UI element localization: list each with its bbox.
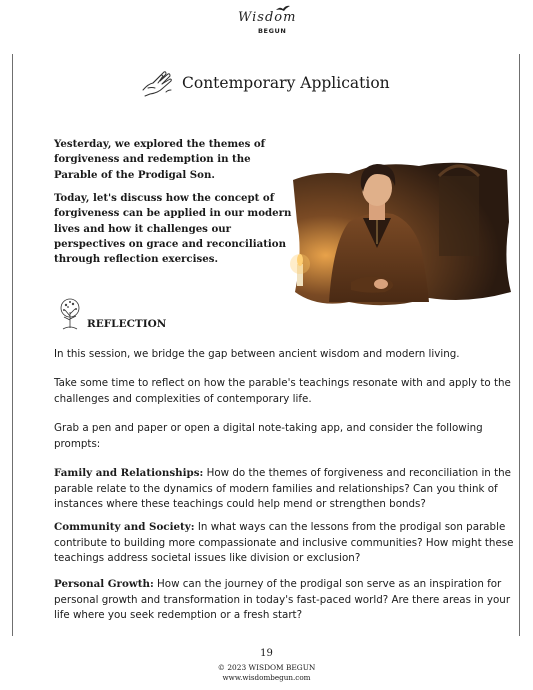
wisdom-begun-logo [235,6,299,40]
prompt-text: In what ways can the lessons from the prodigal son parable contribute to building more compassionate and inclusive communities? How might these teachings address societal issues like division or exclusion? [54,521,514,565]
praying-hands-icon [140,68,176,98]
logo-word: BEGUN [258,27,287,35]
section-title: Contemporary Application [182,74,390,92]
prodigal-son-illustration [289,152,513,312]
logo-script-text: Wisdom [238,10,297,25]
reflection-paragraph-3: Grab a pen and paper or open a digital note-taking app, and consider the following prompts: [54,422,483,450]
prompt-heading: Personal Growth: [54,578,154,590]
prompt-family-relationships [54,466,524,513]
prompt-text: How can the journey of the prodigal son serve as an inspiration for personal growth and transformation in today's fast-paced world? Are there areas in your life where you seek redemption or a fresh start? [54,578,511,622]
tree-icon [56,298,84,330]
prompt-heading: Community and Society: [54,521,195,533]
left-margin-rule [12,54,13,636]
page-number: 19 [260,648,273,659]
prompt-personal-growth [54,577,524,624]
intro-paragraph-2: Today, let's discuss how the concept of forgiveness can be applied in our modern lives and how it challenges our perspectives on grace and reconciliation through reflection exercises. [54,192,292,266]
reflection-paragraph-2: Take some time to reflect on how the parable's teachings resonate with and apply to the challenges and complexities of contemporary life. [54,377,511,405]
prompt-heading: Family and Relationships: [54,467,204,479]
prompt-text: How do the themes of forgiveness and reconciliation in the parable relate to the dynamics of modern families and relationships? Can you think of instances where these teachings could help mend or strengthen bonds? [54,467,511,511]
website-link[interactable]: www.wisdombegun.com [222,673,311,682]
reflection-heading: REFLECTION [87,318,167,330]
copyright-notice: © 2023 WISDOM BEGUN [217,663,316,672]
intro-paragraph-1: Yesterday, we explored the themes of forgiveness and redemption in the Parable of the Prodigal Son. [54,138,266,181]
reflection-paragraph-1: In this session, we bridge the gap between ancient wisdom and modern living. [54,348,460,360]
prompt-community-society [54,520,524,567]
